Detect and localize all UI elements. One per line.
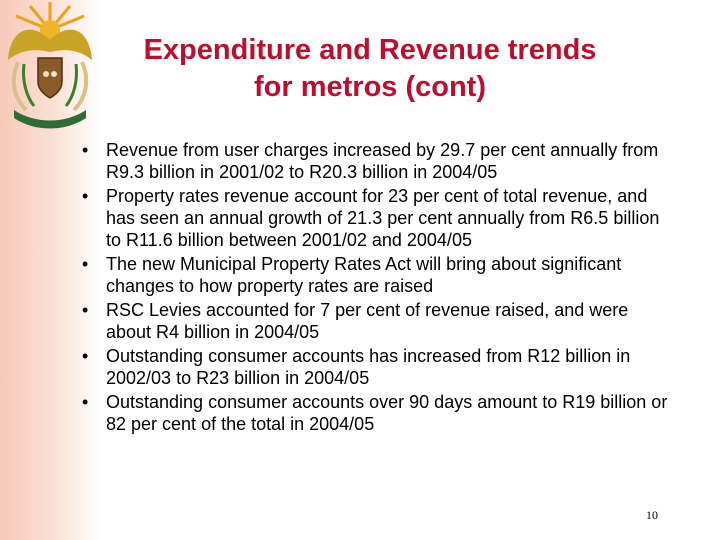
bullet-text: Property rates revenue account for 23 per cent of total revenue, and has seen an annual growth of 21.3 per cent annually from R6.5 billion to R11.6 billion between 2001/02 and 2004/05 [106, 186, 660, 250]
title-line-2: for metros (cont) [254, 71, 486, 103]
list-item [78, 391, 668, 435]
bullet-icon: • [82, 300, 89, 320]
bullet-text: The new Municipal Property Rates Act will bring about significant changes to how property rates are raised [106, 254, 622, 296]
right-wheat [66, 64, 77, 106]
bullet-text: Revenue from user charges increased by 29.7 per cent annually from R9.3 billion in 2001/02 to R20.3 billion in 2004/05 [106, 140, 659, 182]
bullet-icon: • [82, 254, 89, 274]
list-item [78, 139, 668, 183]
coat-of-arms-icon [0, 0, 100, 130]
page-title [100, 32, 640, 106]
list-item [78, 345, 668, 389]
bullet-icon: • [82, 346, 89, 366]
shield [38, 58, 62, 98]
bullet-icon: • [82, 392, 89, 412]
left-wheat [23, 64, 34, 106]
shield-figure [43, 71, 49, 77]
bullet-icon: • [82, 186, 89, 206]
list-item [78, 253, 668, 297]
list-item [78, 185, 668, 251]
shield-figure [51, 71, 57, 77]
bullet-icon: • [82, 140, 89, 160]
list-item [78, 299, 668, 343]
bullet-text: Outstanding consumer accounts has increased from R12 billion in 2002/03 to R23 billion in 2004/05 [106, 346, 631, 388]
bullet-text: RSC Levies accounted for 7 per cent of revenue raised, and were about R4 billion in 2004/05 [106, 300, 629, 342]
page-number: 10 [646, 508, 658, 522]
title-line-1: Expenditure and Revenue trends [143, 34, 597, 66]
bullet-text: Outstanding consumer accounts over 90 days amount to R19 billion or 82 per cent of the total in 2004/05 [106, 392, 668, 434]
bullet-list [78, 139, 668, 437]
motto-ribbon [14, 110, 86, 129]
